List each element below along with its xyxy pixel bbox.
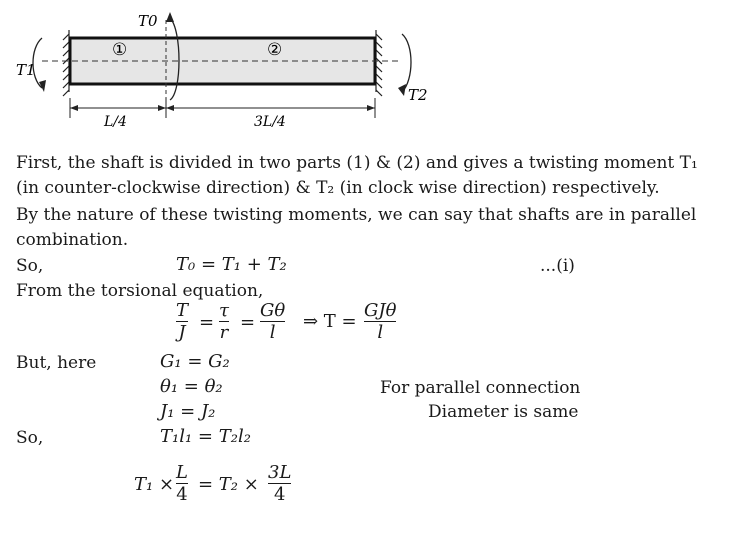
length-2-label: 3L/4 <box>254 114 286 130</box>
shaft-diagram <box>0 0 745 140</box>
equation-1-ref: ...(i) <box>540 256 575 276</box>
final-equals-t2-times: = T₂ × <box>198 474 259 495</box>
left-fixed-support <box>63 30 69 96</box>
so-label-2: So, <box>16 428 44 448</box>
fraction-l-over-4: L 4 <box>176 462 188 505</box>
paragraph-2-line-1: By the nature of these twisting moments, we can say that shafts are in parallel <box>16 205 697 225</box>
paragraph-2-line-2: combination. <box>16 230 129 250</box>
fraction-tau-over-r: τ r <box>219 300 229 343</box>
part-1-label: ① <box>112 40 128 60</box>
theta-equality: θ₁ = θ₂ <box>160 376 223 397</box>
fraction-gjtheta-over-l: GJθ l <box>364 300 397 343</box>
right-fixed-support <box>376 30 382 96</box>
length-1-label: L/4 <box>104 114 127 130</box>
part-2-label: ② <box>267 40 283 60</box>
t1-label: T1 <box>16 61 36 79</box>
torque-length-equality: T₁l₁ = T₂l₂ <box>160 426 251 447</box>
paragraph-1-line-1: First, the shaft is divided in two parts (1) & (2) and gives a twisting moment T₁ <box>16 153 698 173</box>
equals-sign-1: = <box>199 312 215 333</box>
final-t1-times: T₁ × <box>134 474 175 495</box>
torsional-intro: From the torsional equation, <box>16 281 264 301</box>
paragraph-1-line-2: (in counter-clockwise direction) & T₂ (in clock wise direction) respectively. <box>16 178 660 198</box>
implies-t-equals: ⇒ T = <box>303 311 357 332</box>
equals-sign-2: = <box>240 312 256 333</box>
so-label-1: So, <box>16 256 44 276</box>
note-diameter-same: Diameter is same <box>428 402 579 422</box>
t2-torque-arrow <box>402 34 411 92</box>
fraction-3l-over-4: 3L 4 <box>268 462 292 505</box>
t2-label: T2 <box>408 86 428 104</box>
t0-label: T0 <box>138 12 158 30</box>
note-parallel-connection: For parallel connection <box>380 378 581 398</box>
but-here-label: But, here <box>16 353 97 373</box>
equation-1: T₀ = T₁ + T₂ <box>176 254 287 275</box>
fraction-gtheta-over-l: Gθ l <box>260 300 286 343</box>
j-equality: J₁ = J₂ <box>160 401 216 422</box>
fraction-t-over-j: T J <box>176 300 189 343</box>
g-equality: G₁ = G₂ <box>160 351 230 372</box>
